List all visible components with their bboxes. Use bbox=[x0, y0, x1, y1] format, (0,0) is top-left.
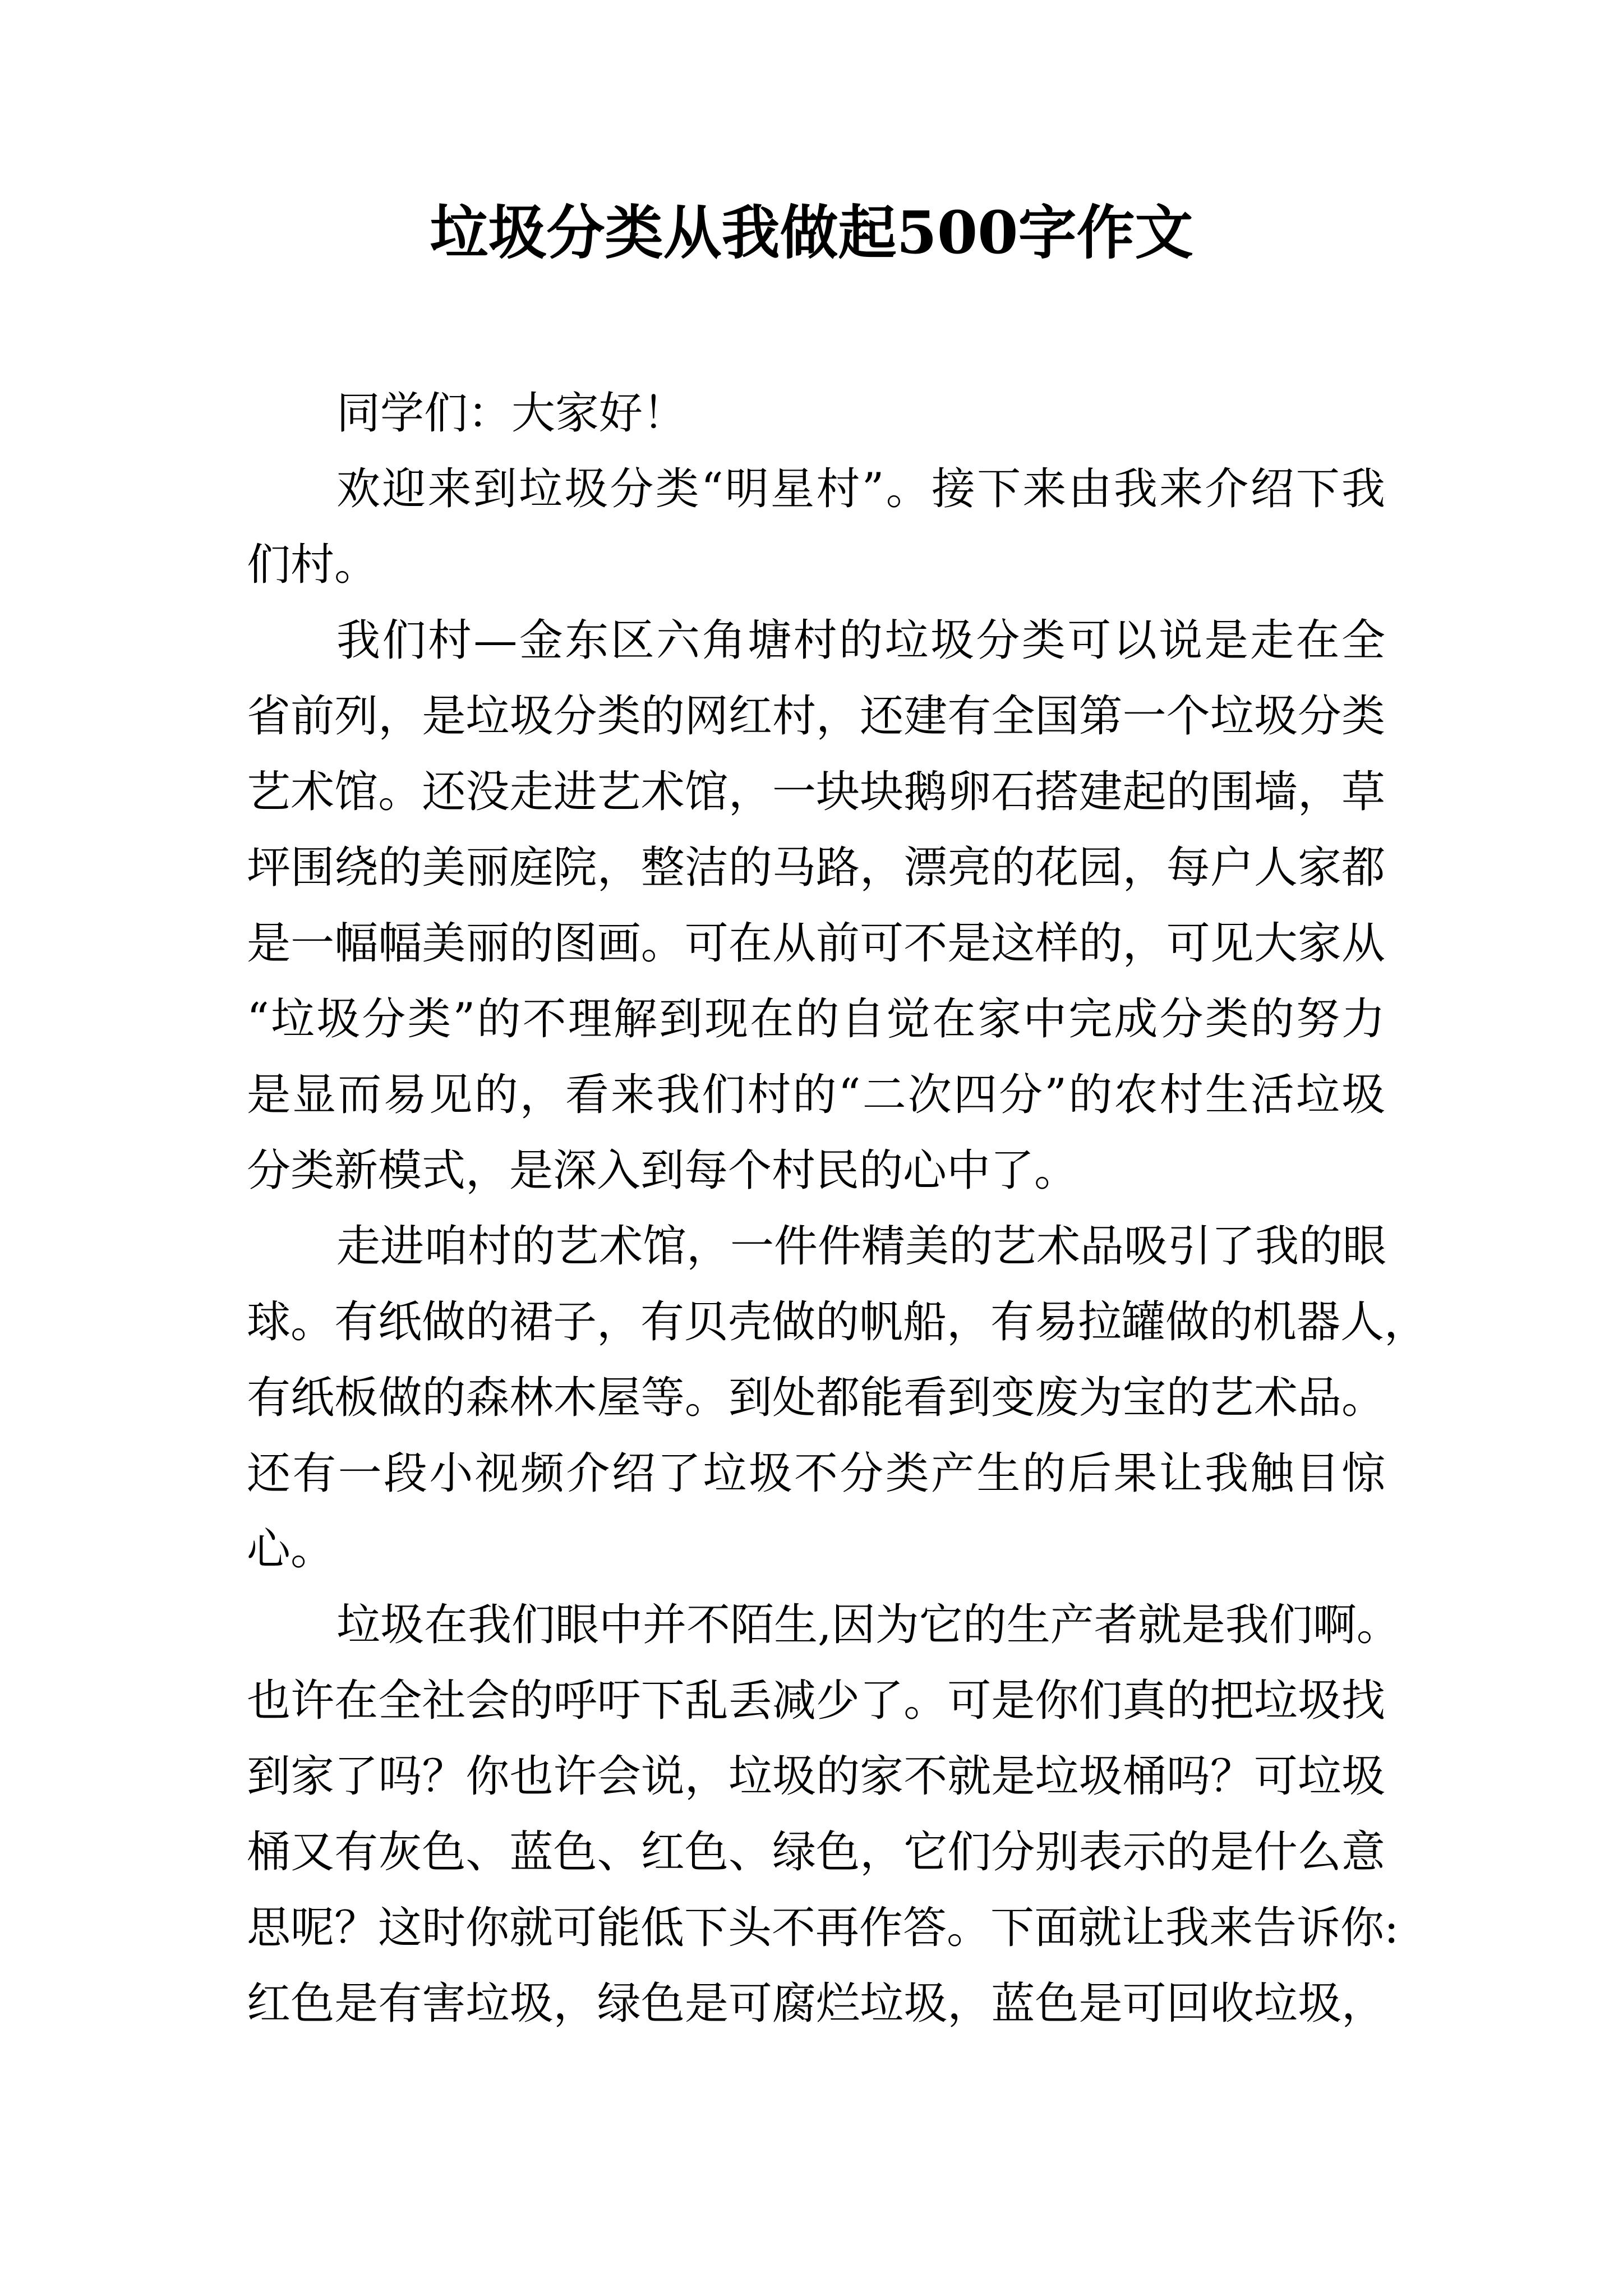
text-line: 是显而易见的，看来我们村的“二次四分”的农村生活垃圾 bbox=[247, 1070, 1385, 1120]
text-line: 到家了吗？你也许会说，垃圾的家不就是垃圾桶吗？可垃圾 bbox=[247, 1751, 1385, 1802]
text-line: 也许在全社会的呼吁下乱丢减少了。可是你们真的把垃圾找 bbox=[247, 1676, 1385, 1726]
text-line: “垃圾分类”的不理解到现在的自觉在家中完成分类的努力 bbox=[247, 994, 1385, 1045]
text-line: 们村。 bbox=[247, 540, 379, 590]
document-body bbox=[247, 376, 1428, 2042]
text-line: 思呢？这时你就可能低下头不再作答。下面就让我来告诉你: bbox=[247, 1903, 1399, 1953]
text-line: 心。 bbox=[247, 1524, 335, 1575]
document-title: 垃圾分类从我做起500字作文 bbox=[430, 198, 1193, 267]
text-line: 垃圾在我们眼中并不陌生,因为它的生产者就是我们啊。 bbox=[336, 1600, 1400, 1650]
text-line: 还有一段小视频介绍了垃圾不分类产生的后果让我触目惊 bbox=[247, 1448, 1385, 1499]
text-line: 有纸板做的森林木屋等。到处都能看到变废为宝的艺术品。 bbox=[247, 1373, 1385, 1423]
text-line: 省前列，是垃圾分类的网红村，还建有全国第一个垃圾分类 bbox=[247, 691, 1385, 742]
text-line: 是一幅幅美丽的图画。可在从前可不是这样的，可见大家从 bbox=[247, 918, 1385, 969]
text-line: 艺术馆。还没走进艺术馆，一块块鹅卵石搭建起的围墙，草 bbox=[247, 767, 1385, 817]
text-line: 坪围绕的美丽庭院，整洁的马路，漂亮的花园，每户人家都 bbox=[247, 843, 1385, 893]
text-line: 我们村—金东区六角塘村的垃圾分类可以说是走在全 bbox=[336, 615, 1385, 666]
text-line: 同学们：大家好！ bbox=[336, 388, 687, 439]
text-line: 桶又有灰色、蓝色、红色、绿色，它们分别表示的是什么意 bbox=[247, 1827, 1385, 1878]
text-line: 球。有纸做的裙子，有贝壳做的帆船，有易拉罐做的机器人， bbox=[247, 1297, 1428, 1347]
text-line: 红色是有害垃圾，绿色是可腐烂垃圾，蓝色是可回收垃圾， bbox=[247, 1978, 1385, 2029]
text-line: 走进咱村的艺术馆，一件件精美的艺术品吸引了我的眼 bbox=[336, 1221, 1387, 1272]
text-line: 分类新模式，是深入到每个村民的心中了。 bbox=[247, 1145, 1078, 1196]
text-line: 欢迎来到垃圾分类“明星村”。接下来由我来介绍下我 bbox=[336, 464, 1385, 514]
